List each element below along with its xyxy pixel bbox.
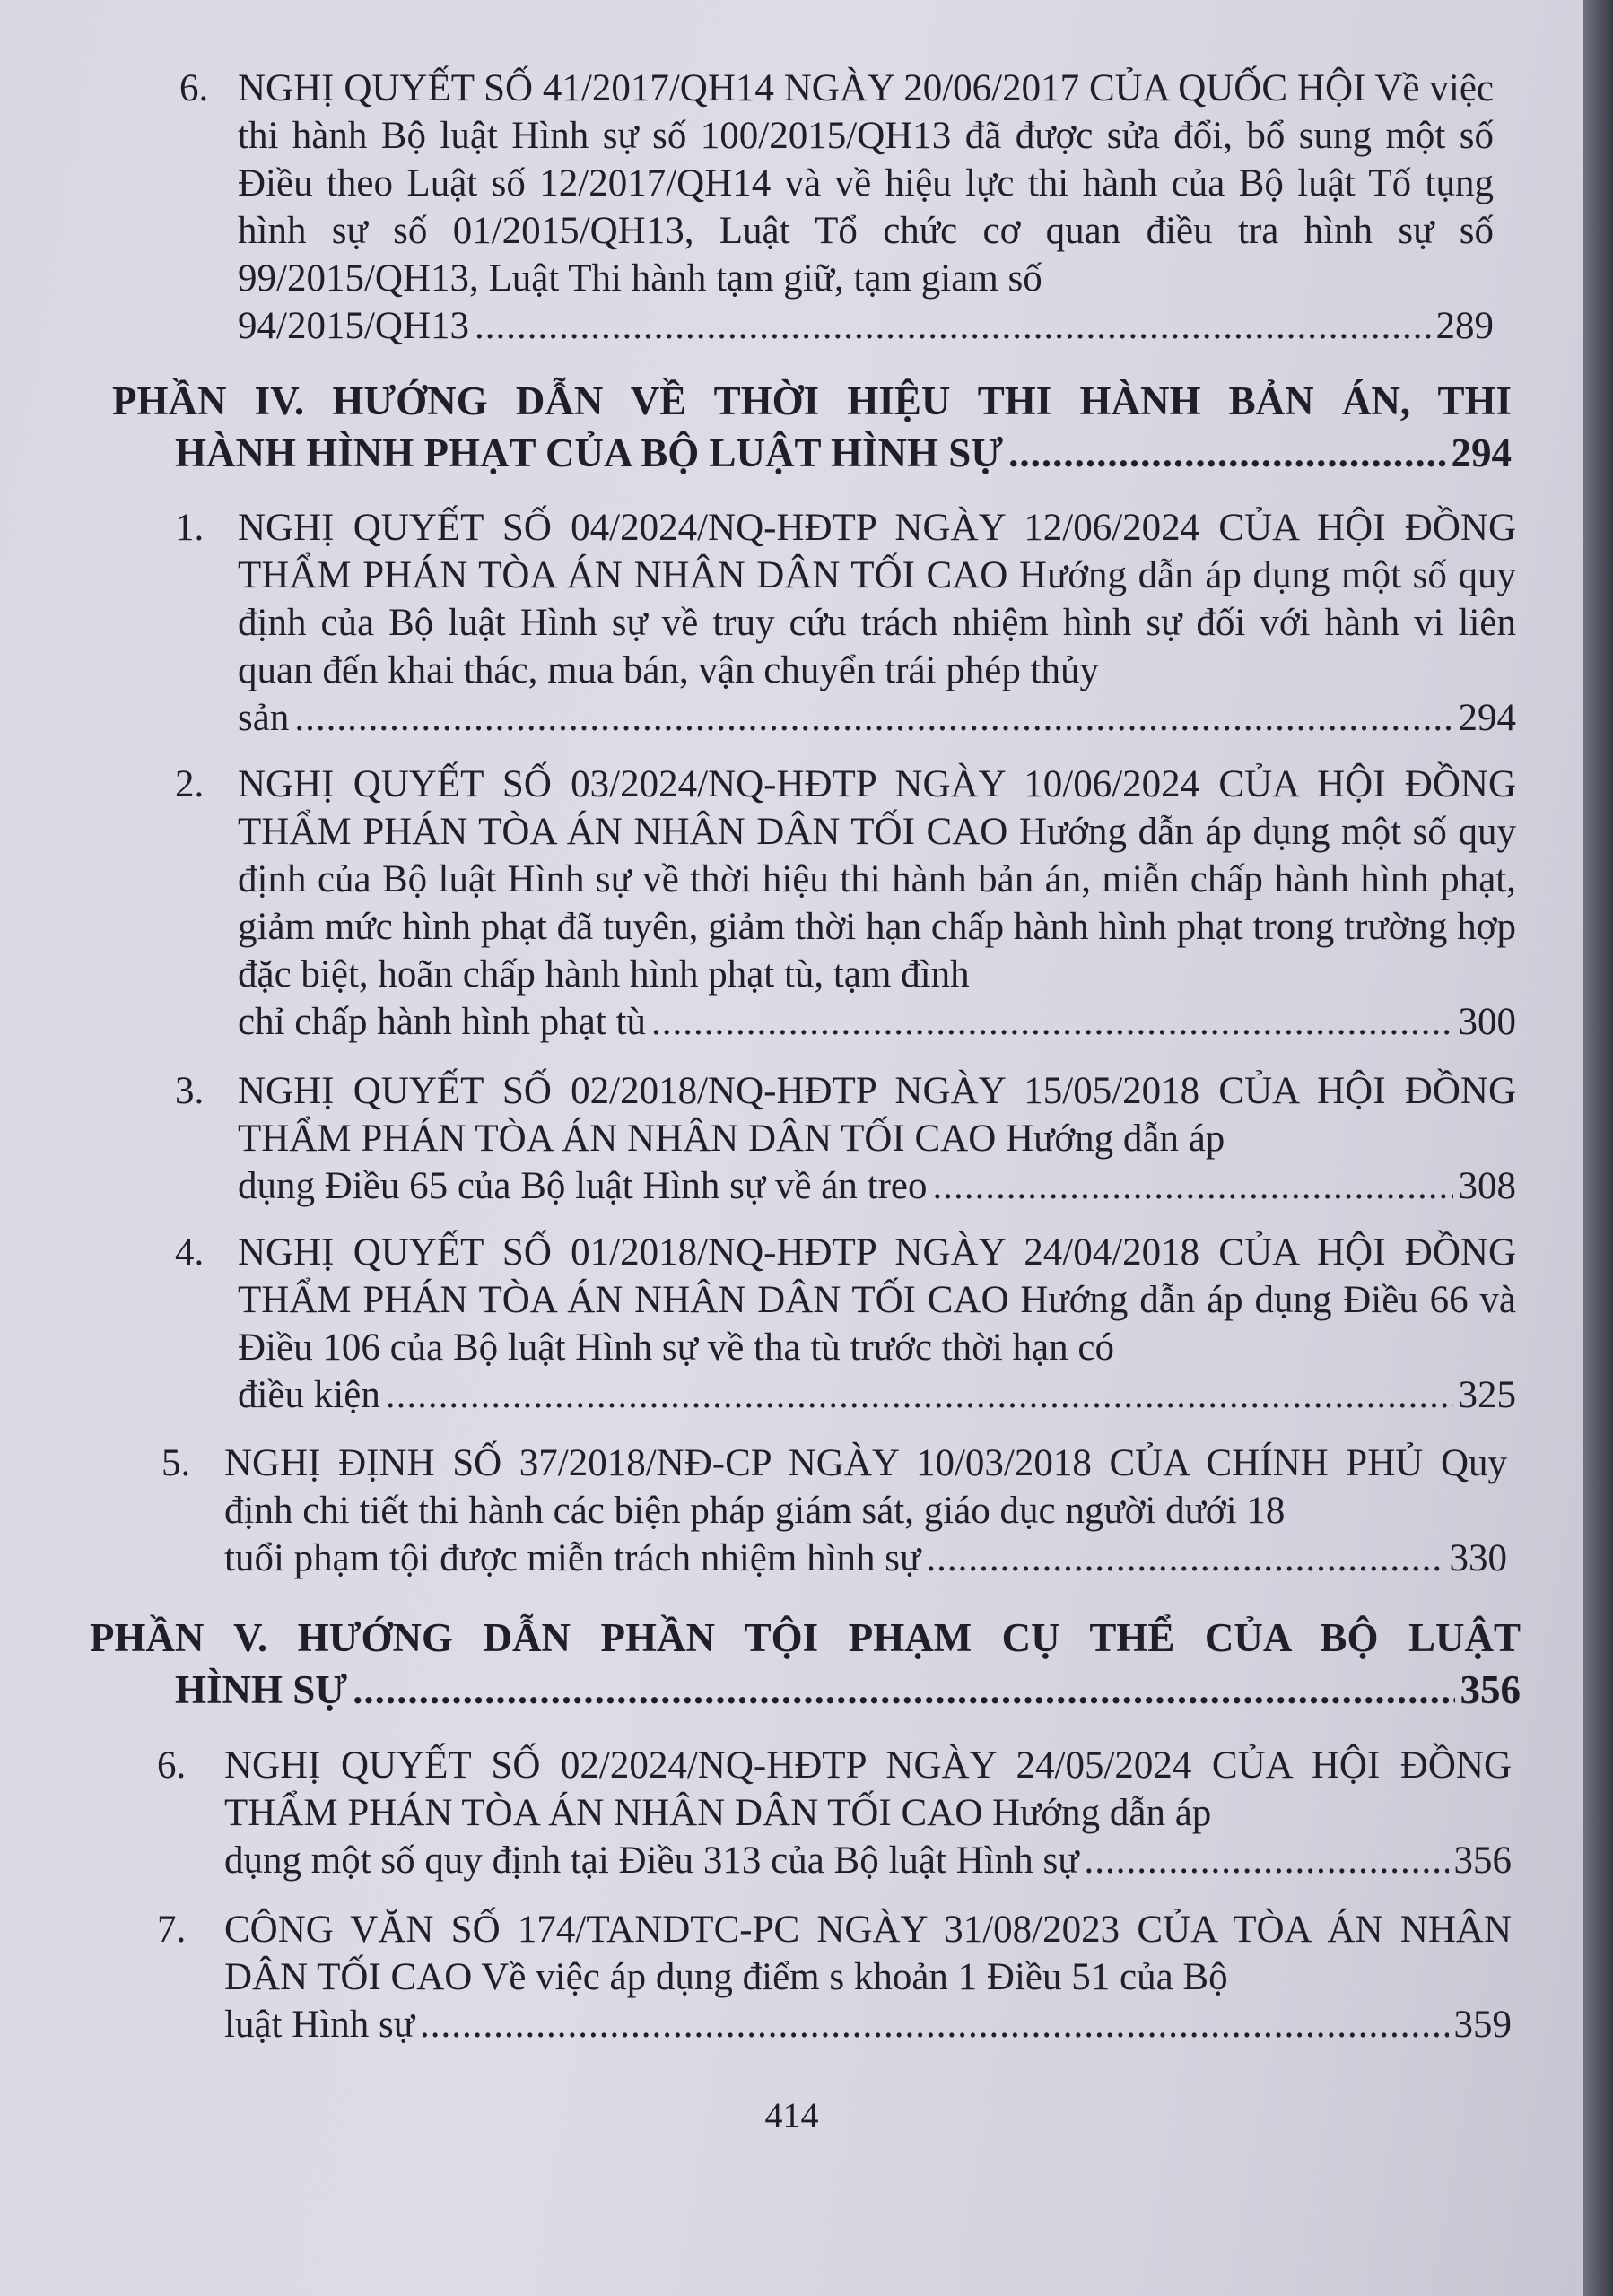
entry-title: CÔNG VĂN SỐ 174/TANDTC-PC NGÀY 31/08/2023 CỦA TÒA ÁN NHÂN DÂN TỐI CAO Về việc áp dụng điểm s khoản 1 Điều 51 của Bộ bbox=[224, 1909, 1512, 1998]
entry-number: 3. bbox=[175, 1070, 205, 1112]
entry-page: 330 bbox=[1449, 1537, 1507, 1579]
entry-page: 300 bbox=[1458, 1001, 1516, 1043]
leader-dots bbox=[475, 302, 1431, 350]
entry-title-end: dụng Điều 65 của Bộ luật Hình sự về án treo bbox=[238, 1165, 928, 1207]
section-title-line1: PHẦN IV. HƯỚNG DẪN VỀ THỜI HIỆU THI HÀNH BẢN ÁN, THI bbox=[112, 378, 1512, 423]
toc-entry[interactable] bbox=[175, 504, 1516, 742]
entry-leader bbox=[238, 998, 1516, 1046]
section-title-line2: HÌNH SỰ bbox=[175, 1667, 348, 1712]
section-heading-4[interactable] bbox=[112, 375, 1512, 479]
entry-leader bbox=[224, 1535, 1507, 1582]
toc-entry[interactable] bbox=[161, 1439, 1507, 1582]
entry-title-end: sản bbox=[238, 697, 290, 739]
leader-dots bbox=[353, 1664, 1454, 1716]
entry-leader bbox=[238, 1162, 1516, 1210]
section-heading-5[interactable] bbox=[90, 1612, 1521, 1716]
leader-dots bbox=[651, 998, 1453, 1046]
entry-title-end: dụng một số quy định tại Điều 313 của Bộ luật Hình sự bbox=[224, 1839, 1079, 1882]
entry-title: NGHỊ ĐỊNH SỐ 37/2018/NĐ-CP NGÀY 10/03/2018 CỦA CHÍNH PHỦ Quy định chi tiết thi hành các biện pháp giám sát, giáo dục người dưới 18 bbox=[224, 1442, 1507, 1532]
leader-dots bbox=[926, 1535, 1443, 1582]
toc-entry[interactable] bbox=[157, 1906, 1512, 2048]
leader-dots bbox=[386, 1371, 1453, 1419]
entry-number: 6. bbox=[179, 67, 209, 109]
entry-title: NGHỊ QUYẾT SỐ 03/2024/NQ-HĐTP NGÀY 10/06/2024 CỦA HỘI ĐỒNG THẨM PHÁN TÒA ÁN NHÂN DÂN TỐI CAO Hướng dẫn áp dụng một số quy định của Bộ luật Hình sự về thời hiệu thi hành bản án, miễn chấp hành hình phạt, giảm mức hình phạt đã tuyên, giảm thời hạn chấp hành hình phạt trong trường hợp đặc biệt, hoãn chấp hành hình phạt tù, tạm đình bbox=[238, 763, 1516, 996]
toc-entry[interactable] bbox=[157, 1742, 1512, 1884]
entry-title-end: luật Hình sự bbox=[224, 2004, 415, 2046]
entry-title: NGHỊ QUYẾT SỐ 02/2024/NQ-HĐTP NGÀY 24/05/2024 CỦA HỘI ĐỒNG THẨM PHÁN TÒA ÁN NHÂN DÂN TỐI CAO Hướng dẫn áp bbox=[224, 1744, 1512, 1834]
entry-title: NGHỊ QUYẾT SỐ 04/2024/NQ-HĐTP NGÀY 12/06/2024 CỦA HỘI ĐỒNG THẨM PHÁN TÒA ÁN NHÂN DÂN TỐI CAO Hướng dẫn áp dụng một số quy định của Bộ luật Hình sự về truy cứu trách nhiệm hình sự đối với hành vi liên quan đến khai thác, mua bán, vận chuyển trái phép thủy bbox=[238, 507, 1516, 691]
section-page: 356 bbox=[1460, 1667, 1521, 1712]
entry-title: NGHỊ QUYẾT SỐ 41/2017/QH14 NGÀY 20/06/2017 CỦA QUỐC HỘI Về việc thi hành Bộ luật Hình sự số 100/2015/QH13 đã được sửa đổi, bổ sung một số Điều theo Luật số 12/2017/QH14 và về hiệu lực thi hành của Bộ luật Tố tụng hình sự số 01/2015/QH13, Luật Tổ chức cơ quan điều tra hình sự số 99/2015/QH13, Luật Thi hành tạm giữ, tạm giam số bbox=[238, 67, 1494, 300]
page-number: 414 bbox=[764, 2095, 819, 2135]
section-page: 294 bbox=[1451, 430, 1512, 475]
leader-dots bbox=[1008, 427, 1445, 479]
entry-title: NGHỊ QUYẾT SỐ 01/2018/NQ-HĐTP NGÀY 24/04/2018 CỦA HỘI ĐỒNG THẨM PHÁN TÒA ÁN NHÂN DÂN TỐI CAO Hướng dẫn áp dụng Điều 66 và Điều 106 của Bộ luật Hình sự về tha tù trước thời hạn có bbox=[238, 1231, 1516, 1369]
entry-number: 2. bbox=[175, 763, 205, 805]
entry-title-end: chỉ chấp hành hình phạt tù bbox=[238, 1001, 646, 1043]
section-title-line2: HÀNH HÌNH PHẠT CỦA BỘ LUẬT HÌNH SỰ bbox=[175, 430, 1004, 475]
entry-title-end: điều kiện bbox=[238, 1374, 380, 1416]
leader-dots bbox=[932, 1162, 1452, 1210]
entry-leader bbox=[224, 2001, 1512, 2048]
entry-title: NGHỊ QUYẾT SỐ 02/2018/NQ-HĐTP NGÀY 15/05/2018 CỦA HỘI ĐỒNG THẨM PHÁN TÒA ÁN NHÂN DÂN TỐI CAO Hướng dẫn áp bbox=[238, 1070, 1516, 1160]
entry-page: 359 bbox=[1453, 2004, 1512, 2046]
entry-leader bbox=[224, 1837, 1512, 1884]
entry-title-end: tuổi phạm tội được miễn trách nhiệm hình sự bbox=[224, 1537, 921, 1579]
entry-number: 6. bbox=[157, 1744, 187, 1787]
leader-dots bbox=[294, 694, 1452, 742]
leader-dots bbox=[1085, 1837, 1449, 1884]
entry-page: 294 bbox=[1458, 697, 1516, 739]
entry-number: 7. bbox=[157, 1909, 187, 1951]
entry-number: 4. bbox=[175, 1231, 205, 1274]
entry-title-end: 94/2015/QH13 bbox=[238, 305, 469, 347]
section-title-line1: PHẦN V. HƯỚNG DẪN PHẦN TỘI PHẠM CỤ THỂ CỦA BỘ LUẬT bbox=[90, 1615, 1521, 1660]
entry-page: 289 bbox=[1435, 305, 1494, 347]
leader-dots bbox=[420, 2001, 1448, 2048]
toc-entry[interactable] bbox=[179, 65, 1494, 350]
section-leader bbox=[90, 1664, 1521, 1716]
entry-leader bbox=[238, 1371, 1516, 1419]
toc-entry[interactable] bbox=[175, 761, 1516, 1046]
entry-leader bbox=[238, 694, 1516, 742]
entry-page: 308 bbox=[1458, 1165, 1516, 1207]
toc-entry[interactable] bbox=[175, 1067, 1516, 1210]
entry-number: 1. bbox=[175, 507, 205, 549]
entry-leader bbox=[238, 302, 1494, 350]
entry-page: 325 bbox=[1458, 1374, 1516, 1416]
page-edge-shadow bbox=[1583, 0, 1613, 2296]
toc-entry[interactable] bbox=[175, 1229, 1516, 1419]
entry-page: 356 bbox=[1453, 1839, 1512, 1882]
entry-number: 5. bbox=[161, 1442, 191, 1484]
section-leader bbox=[112, 427, 1512, 479]
